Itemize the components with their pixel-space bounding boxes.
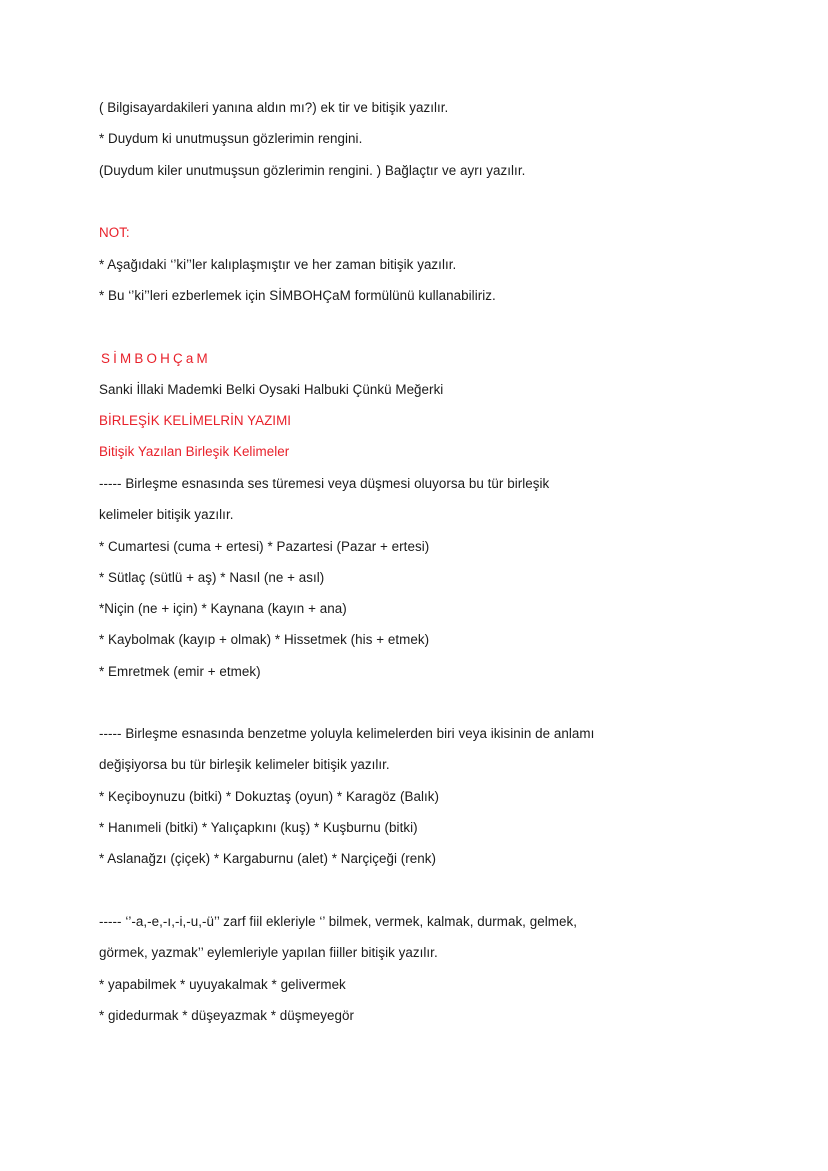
text-line: değişiyorsa bu tür birleşik kelimeler bitişik yazılır. <box>99 757 390 772</box>
text-line: (Duydum kiler unutmuşsun gözlerimin rengini. ) Bağlaçtır ve ayrı yazılır. <box>99 163 526 178</box>
text-line: Sanki İllaki Mademki Belki Oysaki Halbuki Çünkü Meğerki <box>99 382 444 397</box>
text-line: * Cumartesi (cuma + ertesi) * Pazartesi (Pazar + ertesi) <box>99 539 430 554</box>
text-line: * Aslanağzı (çiçek) * Kargaburnu (alet) * Narçiçeği (renk) <box>99 851 437 866</box>
text-line: * yapabilmek * uyuyakalmak * gelivermek <box>99 977 346 992</box>
text-line: ( Bilgisayardakileri yanına aldın mı?) ek tir ve bitişik yazılır. <box>99 100 449 115</box>
note-heading: NOT: <box>99 225 130 240</box>
text-line: * Aşağıdaki ‘’ki’’ler kalıplaşmıştır ve her zaman bitişik yazılır. <box>99 257 457 272</box>
text-line: ----- ‘’-a,-e,-ı,-i,-u,-ü’’ zarf fiil ekleriyle ‘’ bilmek, vermek, kalmak, durmak, gelmek, <box>99 914 577 929</box>
text-line: * Kaybolmak (kayıp + olmak) * Hissetmek (his + etmek) <box>99 632 430 647</box>
text-line: * Hanımeli (bitki) * Yalıçapkını (kuş) * Kuşburnu (bitki) <box>99 820 418 835</box>
text-line: * Duydum ki unutmuşsun gözlerimin rengini. <box>99 131 363 146</box>
text-line: * Keçiboynuzu (bitki) * Dokuztaş (oyun) * Karagöz (Balık) <box>99 789 439 804</box>
text-line: görmek, yazmak’’ eylemleriyle yapılan fiiller bitişik yazılır. <box>99 945 438 960</box>
text-line: *Niçin (ne + için) * Kaynana (kayın + ana) <box>99 601 347 616</box>
text-line: kelimeler bitişik yazılır. <box>99 507 234 522</box>
text-line: * Bu ‘’ki’’leri ezberlemek için SİMBOHÇaM formülünü kullanabiliriz. <box>99 288 496 303</box>
mnemonic-heading: SİMBOHÇaM <box>101 351 211 366</box>
text-line: * Sütlaç (sütlü + aş) * Nasıl (ne + asıl) <box>99 570 325 585</box>
text-line: * gidedurmak * düşeyazmak * düşmeyegör <box>99 1008 354 1023</box>
text-line: * Emretmek (emir + etmek) <box>99 664 261 679</box>
text-line: ----- Birleşme esnasında ses türemesi veya düşmesi oluyorsa bu tür birleşik <box>99 476 550 491</box>
section-heading: BİRLEŞİK KELİMELRİN YAZIMI <box>99 413 292 428</box>
subsection-heading: Bitişik Yazılan Birleşik Kelimeler <box>99 444 290 459</box>
text-line: ----- Birleşme esnasında benzetme yoluyla kelimelerden biri veya ikisinin de anlamı <box>99 726 595 741</box>
